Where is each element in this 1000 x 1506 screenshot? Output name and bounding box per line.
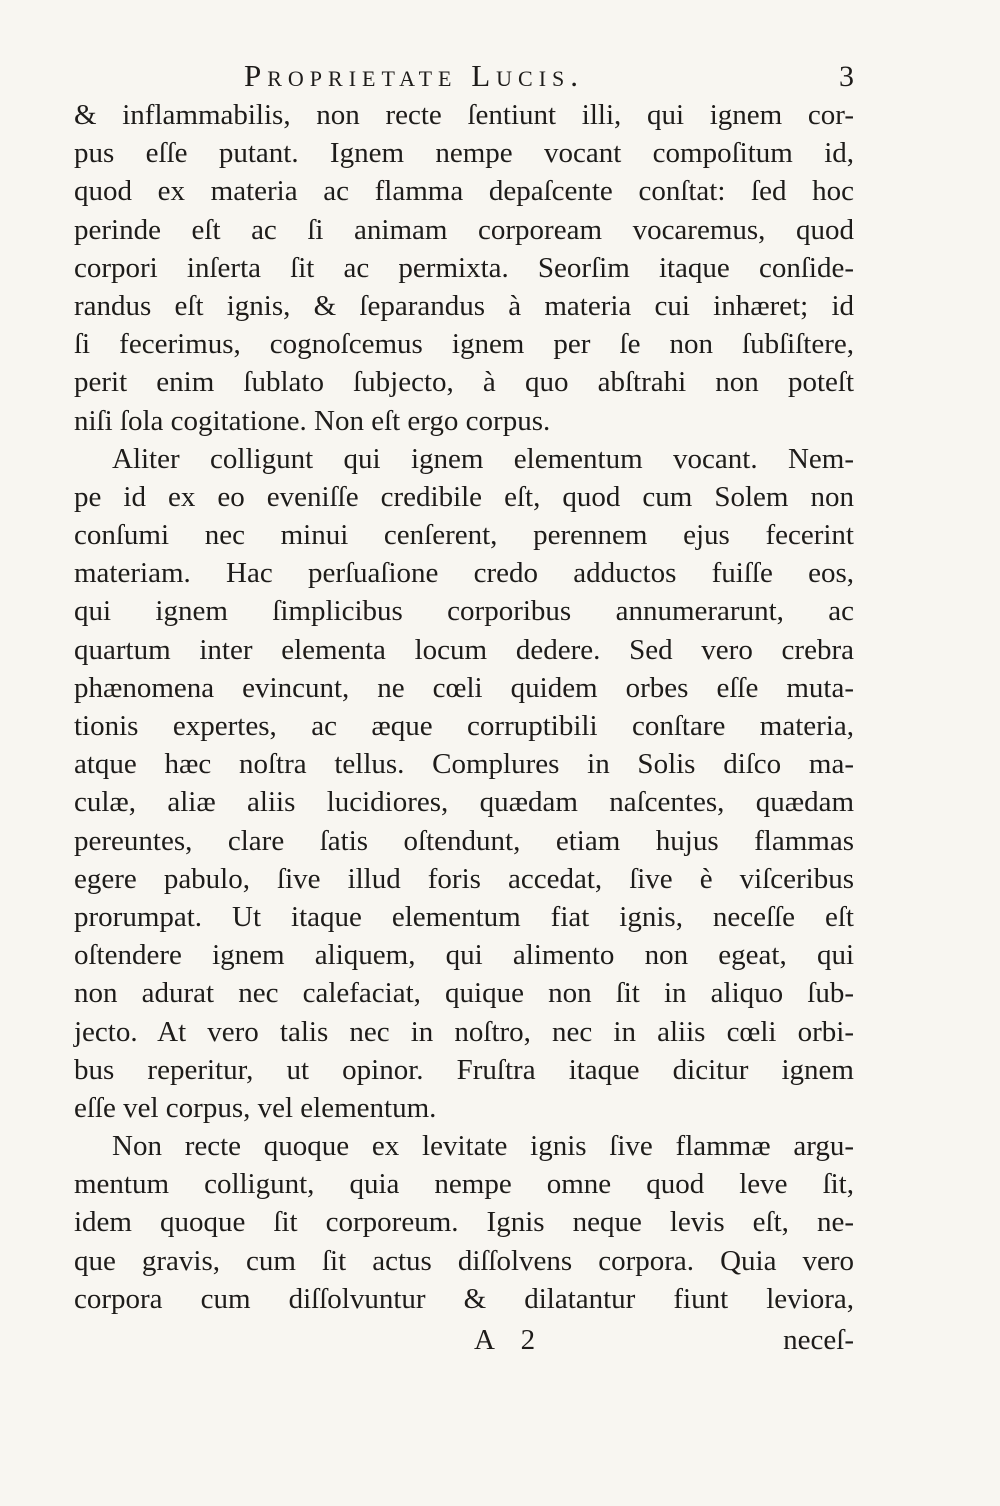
text-line: oſtendere ignem aliquem, qui alimento non egeat, qui [74, 939, 854, 972]
text-line: perit enim ſublato ſubjecto, à quo abſtrahi non poteſt [74, 366, 854, 399]
text-line: jecto. At vero talis nec in noſtro, nec in aliis cœli orbi- [74, 1015, 854, 1048]
text-line: atque hæc noſtra tellus. Complures in Solis diſco ma- [74, 748, 854, 781]
catchword: neceſ- [783, 1324, 854, 1356]
page-header [74, 58, 854, 98]
text-line: pe id ex eo eveniſſe credibile eſt, quod cum Solem non [74, 480, 854, 513]
text-line: culæ, aliæ aliis lucidiores, quædam naſcentes, quædam [74, 786, 854, 819]
text-line: tionis expertes, ac æque corruptibili conſtare materia, [74, 710, 854, 742]
text-line: ſi fecerimus, cognoſcemus ignem per ſe non ſubſiſtere, [74, 328, 854, 361]
paragraph-3 [74, 1127, 854, 1318]
running-title: Proprietate Lucis. [244, 58, 585, 93]
text-line: qui ignem ſimplicibus corporibus annumerarunt, ac [74, 595, 854, 628]
text-line: phænomena evincunt, ne cœli quidem orbes eſſe muta- [74, 671, 854, 704]
text-line: mentum colligunt, quia nempe omne quod leve ſit, [74, 1168, 854, 1201]
paragraph-2 [74, 440, 854, 1127]
text-line: perinde eſt ac ſi animam corpoream vocaremus, quod [74, 213, 854, 246]
text-line: non adurat nec calefaciat, quique non ſit in aliquo ſub- [74, 977, 854, 1010]
signature-mark: A 2 [474, 1324, 546, 1356]
text-line: conſumi nec minui cenſerent, perennem ejus fecerint [74, 519, 854, 552]
page-number: 3 [839, 60, 854, 93]
text-line: bus reperitur, ut opinor. Fruſtra itaque dicitur ignem [74, 1053, 854, 1086]
text-line: niſi ſola cogitatione. Non eſt ergo corpus. [74, 404, 551, 437]
text-line: Aliter colligunt qui ignem elementum vocant. Nem- [112, 442, 854, 475]
text-line: quartum inter elementa locum dedere. Sed vero crebra [74, 633, 854, 666]
page-footer [74, 1324, 854, 1364]
text-line: pus eſſe putant. Ignem nempe vocant compoſitum id, [74, 137, 854, 170]
text-line: eſſe vel corpus, vel elementum. [74, 1091, 437, 1124]
text-line: & inflammabilis, non recte ſentiunt illi, qui ignem cor- [74, 99, 854, 131]
text-line: prorumpat. Ut itaque elementum fiat ignis, neceſſe eſt [74, 900, 854, 933]
text-line: materiam. Hac perſuaſione credo adductos fuiſſe eos, [74, 557, 854, 590]
text-line: randus eſt ignis, & ſeparandus à materia cui inhæret; id [74, 289, 854, 322]
text-line: corpori inſerta ſit ac permixta. Seorſim itaque conſide- [74, 251, 854, 284]
text-line: pereuntes, clare ſatis oſtendunt, etiam hujus flammas [74, 824, 854, 857]
text-line: idem quoque ſit corporeum. Ignis neque levis eſt, ne- [74, 1206, 854, 1239]
text-line: Non recte quoque ex levitate ignis ſive flammæ argu- [112, 1130, 854, 1163]
paragraph-1 [74, 96, 854, 440]
text-line: quod ex materia ac flamma depaſcente conſtat: ſed hoc [74, 175, 854, 208]
body-text [74, 96, 854, 1318]
text-line: egere pabulo, ſive illud foris accedat, ſive è viſceribus [74, 862, 854, 895]
text-line: corpora cum diſſolvuntur & dilatantur fiunt leviora, [74, 1282, 854, 1315]
text-line: que gravis, cum ſit actus diſſolvens corpora. Quia vero [74, 1244, 854, 1277]
